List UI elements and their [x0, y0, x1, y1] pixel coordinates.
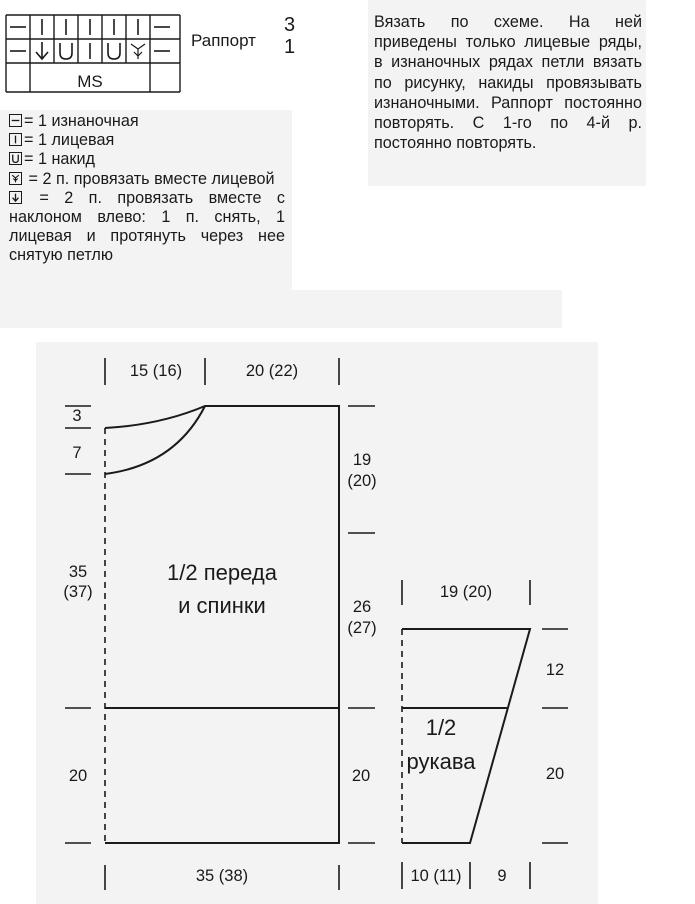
dim-left-height-lower: 20 — [68, 767, 88, 785]
legend-row-purl: = 1 изнаночная — [9, 112, 285, 131]
sleeve-piece-label-line2: рукава — [406, 749, 476, 774]
rapport-label: Раппорт — [191, 31, 256, 50]
dim-sleeve-bottom-extra: 9 — [497, 867, 507, 885]
dim-sleeve-cap-height: 12 — [545, 661, 565, 679]
sleeve-piece-label-line1: 1/2 — [425, 715, 457, 740]
legend-row-k2tog-left: = 2 п. провязать вместе с наклоном влево: 1 п. снять, 1 лицевая и протянуть через нее снятую петлю — [9, 188, 285, 265]
dim-sleeve-top-width: 19 (20) — [439, 583, 493, 601]
dim-right-armhole: 19 — [352, 451, 372, 469]
dim-right-middle: 26 — [352, 598, 372, 616]
dim-left-height-upper-alt: (37) — [63, 583, 93, 601]
dim-sleeve-bottom-width: 10 (11) — [410, 867, 462, 885]
dim-bottom-width: 35 (38) — [195, 867, 249, 885]
legend-row-knit: = 1 лицевая — [9, 131, 285, 150]
row-number-top: 3 — [284, 14, 296, 36]
legend-row-k2tog: = 2 п. провязать вместе лицевой — [9, 170, 285, 189]
ms-label: MS — [77, 72, 103, 91]
dim-left-height-upper: 35 — [68, 563, 88, 581]
dim-neck-depth-front: 7 — [72, 444, 82, 462]
instructions-text: Вязать по схеме. На ней приведены только лицевые ряды, в изнаночных рядах петли вязать по рисунку, накиды провязывать изнаночными. Раппорт постоянно повторять. С 1-го по 4-й р. постоянно повторять. — [374, 13, 642, 153]
dim-neck-depth-back: 3 — [72, 407, 82, 425]
body-piece-label-line2: и спинки — [178, 593, 266, 618]
dim-top-left-width: 15 (16) — [129, 362, 183, 380]
dim-right-middle-alt: (27) — [347, 619, 377, 637]
dimension-ticks — [65, 358, 568, 890]
dim-sleeve-lower-height: 20 — [545, 765, 565, 783]
body-piece-label-line1: 1/2 переда — [167, 560, 277, 585]
dim-top-right-width: 20 (22) — [245, 362, 299, 380]
legend-row-yo: = 1 накид — [9, 150, 285, 169]
dim-right-lower: 20 — [351, 767, 371, 785]
row-number-bottom: 1 — [284, 36, 296, 58]
dim-right-armhole-alt: (20) — [347, 472, 377, 490]
body-piece-outline — [105, 406, 339, 843]
sleeve-piece-outline — [402, 629, 530, 843]
